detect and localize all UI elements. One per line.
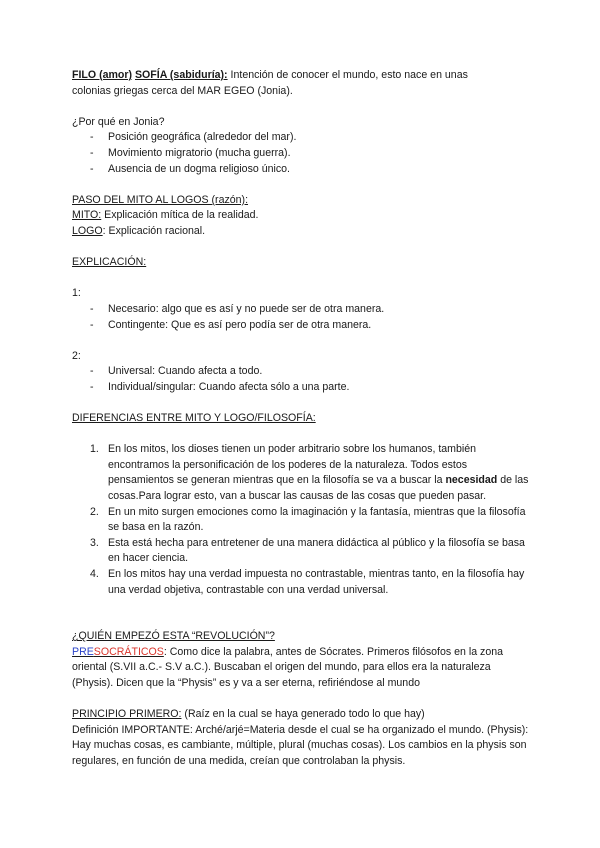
revolucion-heading: ¿QUIÉN EMPEZÓ ESTA “REVOLUCIÓN”? [72,630,275,643]
pre-prefix: PRE [72,645,94,658]
dash-bullet-icon: - [90,365,94,378]
mito-label: MITO: [72,209,102,222]
sofia-term: SOFÍA (sabiduría): [134,69,228,81]
list-item: 4. En los mitos hay una verdad impuesta no contrastable, mientras tanto, en la filosofía hay una verdad objetiva, contrastable con una verdad universal. [90,568,525,596]
dash-bullet-icon: - [90,162,94,175]
group-1-label: 1: [72,287,81,300]
principio-paragraph: Definición IMPORTANTE: Arché/arjé=Materia desde el cual se ha organizado el mundo. (Physis): Hay muchas cosas, es cambiante, múltiple, plural (muchas cosas). Los cambios en la physis son regulares, en función de una medida, creían que controlaban la physis. [72,723,529,767]
paso-heading: PASO DEL MITO AL LOGOS (razón): [72,193,249,206]
necesidad-emphasis: necesidad [445,474,498,487]
dash-bullet-icon: - [90,131,94,144]
list-number: 3. [90,536,99,549]
socraticos-word: SOCRÁTICOS [93,645,164,658]
intro-line-2: colonias griegas cerca del MAR EGEO (Jonia). [72,84,293,97]
list-item: - Individual/singular: Cuando afecta sólo a una parte. [72,380,532,396]
group-2-list [72,364,532,395]
dash-bullet-icon: - [90,318,94,331]
list-item: 1. En los mitos, los dioses tienen un poder arbitrario sobre los humanos, también encontramos la personificación de los poderes de la naturaleza. Todos estos pensamientos se generan mientras que en la filosofía se va a buscar la necesidad de las cosas.Para lograr esto, van a buscar las causas de las cosas que pueden pasar. [90,443,529,503]
dash-bullet-icon: - [90,380,94,393]
list-number: 4. [90,568,99,580]
dash-bullet-icon: - [90,146,94,159]
diferencias-list [72,442,532,598]
group-1-list [72,302,532,333]
intro-line-1 [72,68,532,84]
jonia-question: ¿Por qué en Jonia? [72,115,165,128]
group-2-label: 2: [72,349,81,362]
list-item: - Posición geográfica (alrededor del mar). [72,130,532,146]
list-item: - Ausencia de un dogma religioso único. [72,162,532,178]
list-number: 2. [90,505,99,518]
dash-bullet-icon: - [90,302,94,315]
filo-term: FILO (amor) [72,69,133,81]
list-number: 1. [90,443,99,456]
logo-label: LOGO [72,224,103,237]
explicacion-heading: EXPLICACIÓN: [72,256,147,269]
presocraticos-paragraph: PRESOCRÁTICOS: Como dice la palabra, antes de Sócrates. Primeros filósofos en la zona oriental (S.VII a.C.- S.V a.C.). Buscaban el origen del mundo, para ellos era la naturaleza (Physis). Dicen que la “Physis” es y va a ser eterna, refiriéndose al mundo [72,645,504,689]
list-item: - Movimiento migratorio (mucha guerra). [72,146,532,162]
list-item: 3. Esta está hecha para entretener de una manera didáctica al público y la filosofía se basa en hacer ciencia. [90,536,525,565]
principio-heading: PRINCIPIO PRIMERO: (Raíz en la cual se haya generado todo lo que hay) [72,708,425,721]
document-page [72,68,532,770]
intro-text-1: Intención de conocer el mundo, esto nace en unas [227,69,468,81]
list-item: - Necesario: algo que es así y no puede ser de otra manera. [72,302,532,318]
list-item: - Universal: Cuando afecta a todo. [72,364,532,380]
logo-definition: LOGO: Explicación racional. [72,224,206,237]
diferencias-heading: DIFERENCIAS ENTRE MITO Y LOGO/FILOSOFÍA: [72,412,316,425]
list-item: 2. En un mito surgen emociones como la imaginación y la fantasía, mientras que la filosofía se basa en la razón. [90,505,526,534]
jonia-list [72,130,532,177]
list-item: - Contingente: Que es así pero podía ser de otra manera. [72,318,532,334]
mito-definition: MITO: Explicación mítica de la realidad. [72,209,259,222]
